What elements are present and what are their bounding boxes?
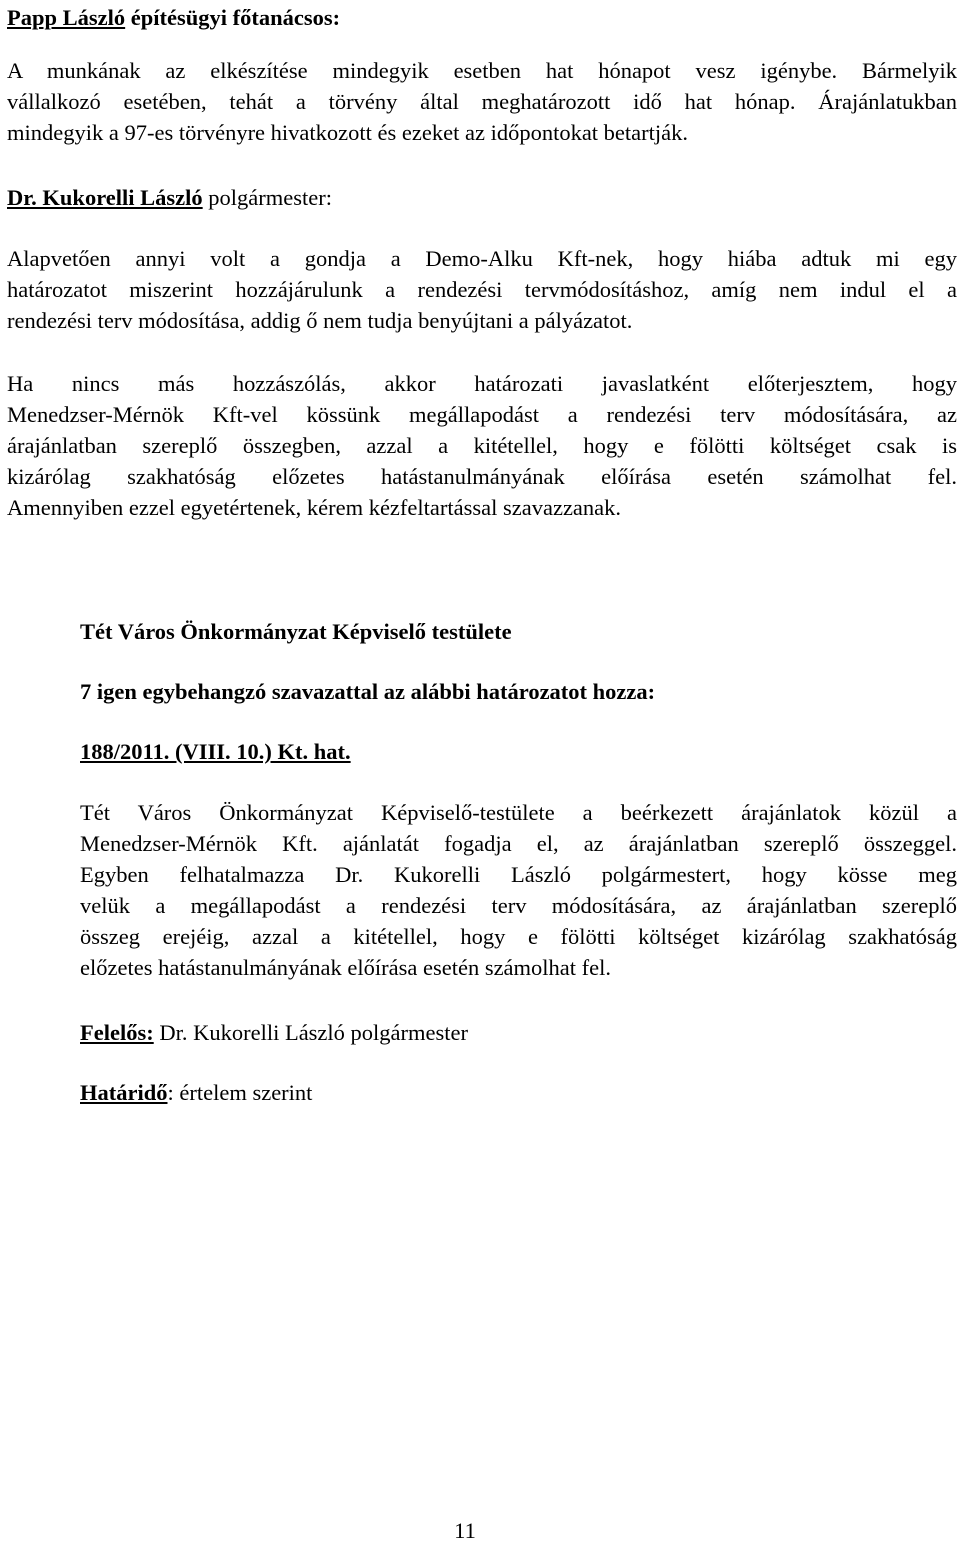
- resolution-line: összeg erejéig, azzal a kitétellel, hogy e fölötti költséget kizárólag szakhatóság: [80, 924, 957, 949]
- paragraph-line: kizárólag szakhatóság előzetes hatástanulmányának előírása esetén számolhat fel.: [7, 464, 957, 489]
- resolution-line: előzetes hatástanulmányának előírása esetén számolhat fel.: [80, 955, 612, 980]
- deadline-label: Határidő: [80, 1080, 168, 1105]
- paragraph-line: árajánlatban szereplő összegben, azzal a kitétellel, hogy e fölötti költséget csak is: [7, 433, 957, 458]
- paragraph-line: Alapvetően annyi volt a gondja a Demo-Alku Kft-nek, hogy hiába adtuk mi egy: [7, 246, 957, 271]
- responsible-line: [80, 1017, 468, 1048]
- speaker-name: Dr. Kukorelli László: [7, 185, 203, 210]
- resolution-line: Egyben felhatalmazza Dr. Kukorelli László polgármestert, hogy kösse meg: [80, 862, 957, 887]
- responsible-value: Dr. Kukorelli László polgármester: [153, 1020, 469, 1045]
- paragraph-line: rendezési terv módosítása, addig ő nem tudja benyújtani a pályázatot.: [7, 308, 633, 333]
- resolution-line: velük a megállapodást a rendezési terv módosítására, az árajánlatban szereplő: [80, 893, 957, 918]
- resolution-number: 188/2011. (VIII. 10.) Kt. hat.: [80, 739, 351, 764]
- speaker-name: Papp László: [7, 5, 126, 30]
- deadline-value: : értelem szerint: [167, 1080, 313, 1105]
- paragraph-line: Ha nincs más hozzászólás, akkor határozati javaslatként előterjesztem, hogy: [7, 371, 957, 396]
- paragraph-line: Menedzser-Mérnök Kft-vel kössünk megállapodást a rendezési terv módosítására, az: [7, 402, 957, 427]
- speaker-role: polgármester:: [202, 185, 332, 210]
- resolution-line: Tét Város Önkormányzat Képviselő-testülete a beérkezett árajánlatok közül a: [80, 800, 957, 825]
- page-number: 11: [454, 1518, 476, 1543]
- resolution-body-title: Tét Város Önkormányzat Képviselő testülete: [80, 619, 512, 644]
- speaker-heading: [7, 2, 340, 33]
- paragraph-line: A munkának az elkészítése mindegyik esetben hat hónapot vesz igénybe. Bármelyik: [7, 58, 957, 83]
- speaker-heading: [7, 182, 332, 213]
- paragraph-line: Amennyiben ezzel egyetértenek, kérem kézfeltartással szavazzanak.: [7, 495, 622, 520]
- paragraph-line: vállalkozó esetében, tehát a törvény által meghatározott idő hat hónap. Árajánlatukban: [7, 89, 957, 114]
- deadline-line: [80, 1077, 312, 1108]
- paragraph: [7, 368, 957, 523]
- speaker-role: építésügyi főtanácsos:: [125, 5, 341, 30]
- resolution-line: Menedzser-Mérnök Kft. ajánlatát fogadja el, az árajánlatban szereplő összeggel.: [80, 831, 957, 856]
- resolution-text: [80, 797, 957, 983]
- paragraph: [7, 243, 957, 336]
- paragraph-line: határozatot miszerint hozzájárulunk a rendezési tervmódosításhoz, amíg nem indul el a: [7, 277, 957, 302]
- responsible-label: Felelős:: [80, 1020, 154, 1045]
- paragraph: [7, 55, 957, 148]
- resolution-vote: 7 igen egybehangzó szavazattal az alábbi határozatot hozza:: [80, 679, 656, 704]
- paragraph-line: mindegyik a 97-es törvényre hivatkozott és ezeket az időpontokat betartják.: [7, 120, 689, 145]
